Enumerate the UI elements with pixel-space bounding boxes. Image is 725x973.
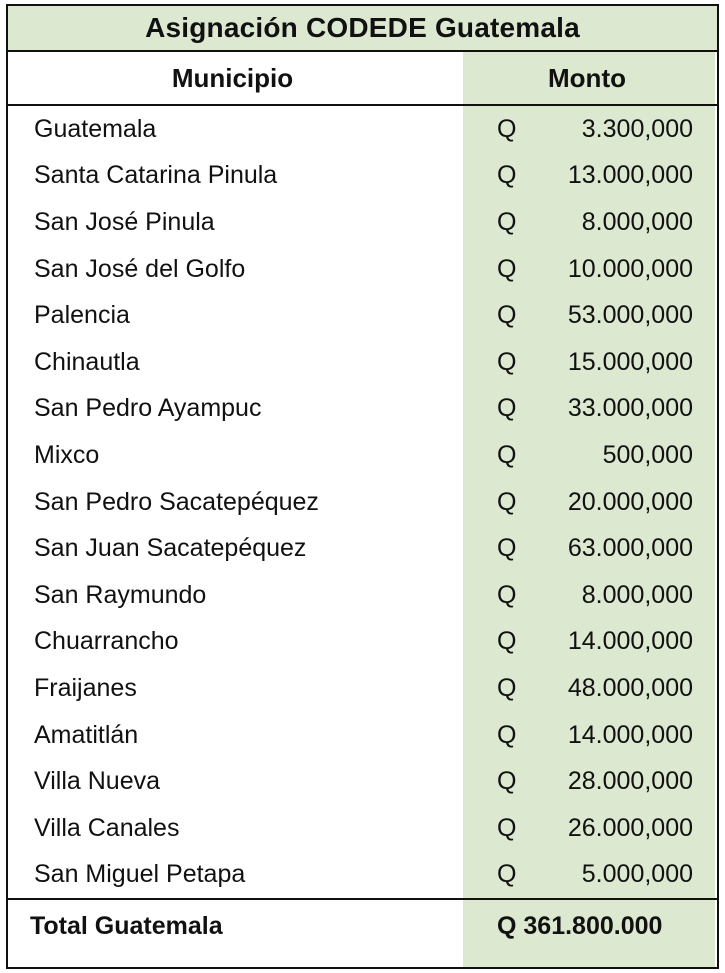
cell-municipio: Palencia: [34, 301, 130, 330]
table-row: [8, 386, 717, 433]
currency-symbol: Q: [497, 207, 517, 236]
currency-symbol: Q: [497, 627, 517, 656]
table-row: [8, 106, 717, 153]
cell-monto: [457, 721, 717, 750]
cell-monto: [457, 581, 717, 610]
table-header-row: [8, 52, 717, 106]
table-row: [8, 665, 717, 712]
cell-monto: [457, 301, 717, 330]
table-row: [8, 758, 717, 805]
cell-monto: [457, 208, 717, 237]
cell-municipio: Mixco: [34, 440, 100, 469]
cell-monto: [457, 767, 717, 796]
column-header-municipio: Municipio: [171, 62, 294, 93]
amount-value: 14.000,000: [567, 720, 693, 749]
currency-symbol: Q: [497, 487, 517, 516]
cell-monto: [457, 255, 717, 284]
currency-symbol: Q: [497, 534, 517, 563]
amount-value: 33.000,000: [567, 394, 693, 423]
cell-municipio: San José Pinula: [34, 207, 215, 236]
table-row: [8, 805, 717, 852]
total-amount: Q 361.800.000: [497, 911, 663, 940]
amount-value: 28.000,000: [567, 767, 693, 796]
currency-symbol: Q: [497, 580, 517, 609]
cell-municipio: Santa Catarina Pinula: [34, 161, 278, 190]
currency-symbol: Q: [497, 301, 517, 330]
amount-value: 20.000,000: [567, 487, 693, 516]
amount-value: 10.000,000: [567, 254, 693, 283]
cell-municipio: Fraijanes: [34, 673, 137, 702]
cell-monto: [457, 627, 717, 656]
cell-municipio: Amatitlán: [34, 720, 139, 749]
cell-municipio: San Pedro Sacatepéquez: [34, 487, 319, 516]
amount-value: 63.000,000: [567, 534, 693, 563]
cell-monto: [457, 488, 717, 517]
amount-value: 3.300,000: [581, 114, 693, 143]
cell-monto: [457, 674, 717, 703]
amount-value: 500,000: [602, 440, 693, 469]
amount-value: 53.000,000: [567, 301, 693, 330]
table-row: [8, 525, 717, 572]
amount-value: 15.000,000: [567, 347, 693, 376]
currency-symbol: Q: [497, 394, 517, 423]
currency-symbol: Q: [497, 767, 517, 796]
cell-municipio: San Miguel Petapa: [34, 860, 246, 889]
table-row: [8, 712, 717, 759]
amount-value: 26.000,000: [567, 813, 693, 842]
amount-value: 13.000,000: [567, 161, 693, 190]
table-title: Asignación CODEDE Guatemala: [8, 6, 717, 52]
cell-municipio: San Juan Sacatepéquez: [34, 534, 307, 563]
amount-value: 48.000,000: [567, 673, 693, 702]
cell-monto: [457, 348, 717, 377]
cell-municipio: San Pedro Ayampuc: [34, 394, 262, 423]
currency-symbol: Q: [497, 254, 517, 283]
cell-monto: [457, 161, 717, 190]
amount-value: 5.000,000: [581, 860, 693, 889]
cell-municipio: Villa Canales: [34, 813, 180, 842]
amount-value: 8.000,000: [581, 580, 693, 609]
cell-municipio: Chinautla: [34, 347, 140, 376]
amount-value: 14.000,000: [567, 627, 693, 656]
amount-value: 8.000,000: [581, 207, 693, 236]
cell-monto: [457, 394, 717, 423]
table-content: [8, 6, 717, 952]
table-row: [8, 199, 717, 246]
cell-monto: [457, 860, 717, 889]
column-header-monto: Monto: [548, 62, 626, 93]
cell-monto: [457, 441, 717, 470]
currency-symbol: Q: [497, 114, 517, 143]
table-row: [8, 432, 717, 479]
cell-municipio: San Raymundo: [34, 580, 207, 609]
table-row: [8, 852, 717, 899]
currency-symbol: Q: [497, 673, 517, 702]
cell-municipio: San José del Golfo: [34, 254, 246, 283]
table-row: [8, 339, 717, 386]
currency-symbol: Q: [497, 720, 517, 749]
currency-symbol: Q: [497, 813, 517, 842]
table-body: [8, 106, 717, 898]
table-row: [8, 246, 717, 293]
currency-symbol: Q: [497, 860, 517, 889]
cell-municipio: Villa Nueva: [34, 767, 161, 796]
cell-monto: [457, 534, 717, 563]
cell-municipio: Chuarrancho: [34, 627, 179, 656]
table-row: [8, 479, 717, 526]
table-row: [8, 572, 717, 619]
cell-municipio: Guatemala: [34, 114, 157, 143]
currency-symbol: Q: [497, 440, 517, 469]
table-frame: [6, 4, 719, 969]
cell-monto: [457, 814, 717, 843]
total-row: [8, 900, 717, 952]
total-label: Total Guatemala: [30, 911, 223, 940]
currency-symbol: Q: [497, 161, 517, 190]
currency-symbol: Q: [497, 347, 517, 376]
cell-monto: [457, 115, 717, 144]
table-row: [8, 153, 717, 200]
table-row: [8, 619, 717, 666]
table-row: [8, 292, 717, 339]
